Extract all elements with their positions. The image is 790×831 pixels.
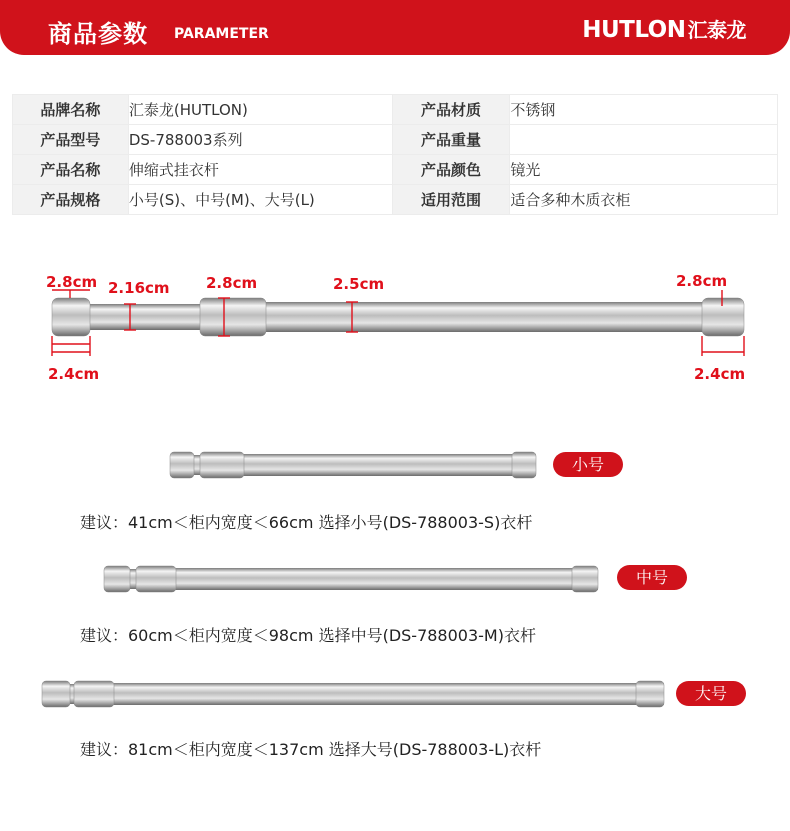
dim-label: 2.4cm [48,365,100,383]
parameter-table [12,94,778,215]
param-value: 汇泰龙(HUTLON) [128,95,392,125]
brand-logo [582,14,746,43]
rod-thin-tube [88,304,208,330]
table-row [13,185,778,215]
param-label: 产品名称 [13,155,129,185]
rod-main-tube [258,302,710,332]
param-label: 产品型号 [13,125,129,155]
dim-label: 2.16cm [108,279,170,297]
param-label: 产品规格 [13,185,129,215]
param-value: 适合多种木质衣柜 [510,185,778,215]
brand-logo-cn: 汇泰龙 [687,18,746,42]
table-row [13,95,778,125]
param-label: 产品重量 [392,125,510,155]
section-title: 商品参数 [48,20,148,48]
brand-logo-en: HUTLON [582,17,686,43]
param-label: 产品颜色 [392,155,510,185]
param-value [510,125,778,155]
table-row [13,155,778,185]
header-banner [0,0,790,55]
size-suggestion-small: 建议：41cm＜柜内宽度＜66cm 选择小号(DS-788003-S)衣杆 [80,513,533,532]
param-label: 适用范围 [392,185,510,215]
rod-right-cap [702,298,744,336]
dim-label: 2.5cm [333,275,385,293]
rod-medium [98,562,602,596]
size-badge-large: 大号 [676,681,746,706]
param-value: 小号(S)、中号(M)、大号(L) [128,185,392,215]
section-subtitle: PARAMETER [174,26,269,42]
param-label: 产品材质 [392,95,510,125]
param-label: 品牌名称 [13,95,129,125]
size-badge-small: 小号 [553,452,623,477]
size-badge-medium: 中号 [617,565,687,590]
param-value: 伸缩式挂衣杆 [128,155,392,185]
dim-label: 2.8cm [46,273,98,291]
param-value: 不锈钢 [510,95,778,125]
rod-left-cap [52,298,90,336]
rod-sleeve [200,298,266,336]
dim-label: 2.8cm [206,274,258,292]
param-value: DS-788003系列 [128,125,392,155]
size-suggestion-medium: 建议：60cm＜柜内宽度＜98cm 选择中号(DS-788003-M)衣杆 [80,626,536,645]
dim-label: 2.8cm [676,272,728,290]
table-row [13,125,778,155]
rod-large [38,677,668,711]
dim-label: 2.4cm [694,365,746,383]
size-suggestion-large: 建议：81cm＜柜内宽度＜137cm 选择大号(DS-788003-L)衣杆 [80,740,542,759]
rod-small [160,448,540,482]
param-value: 镜光 [510,155,778,185]
